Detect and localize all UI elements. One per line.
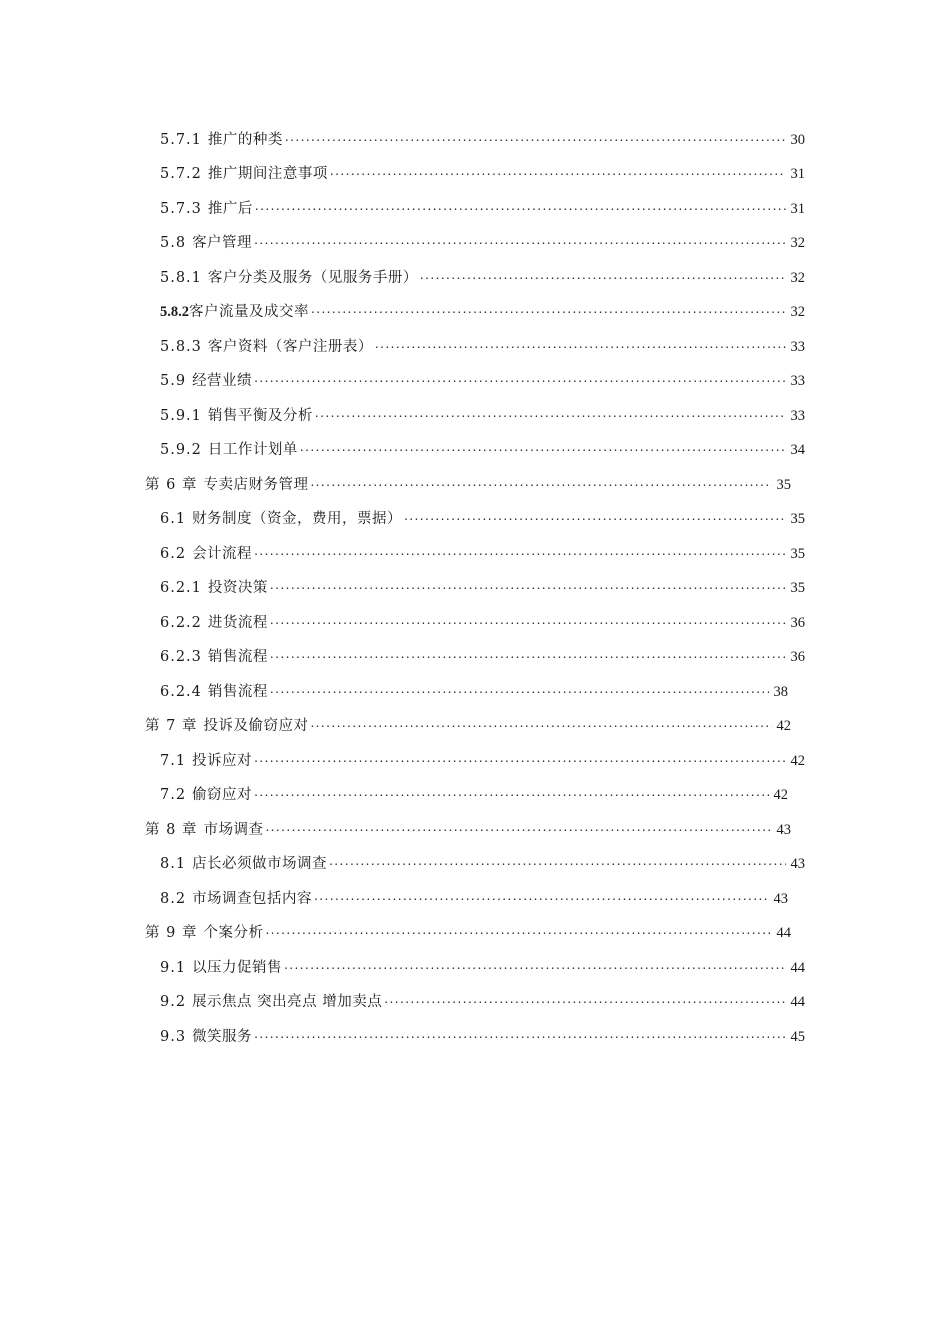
toc-number: 8.1 bbox=[160, 856, 187, 873]
dot-leader bbox=[311, 302, 786, 317]
toc-page-number: 35 bbox=[790, 511, 805, 528]
dot-leader bbox=[270, 647, 786, 662]
toc-number: 第 7 章 bbox=[145, 718, 198, 735]
toc-title: 市场调查 bbox=[203, 821, 264, 838]
toc-page-number: 33 bbox=[790, 407, 805, 424]
dot-leader bbox=[254, 233, 786, 248]
dot-leader bbox=[314, 888, 769, 903]
dot-leader bbox=[284, 957, 786, 972]
dot-leader bbox=[375, 336, 786, 351]
toc-page-number: 35 bbox=[790, 545, 805, 562]
toc-page-number: 43 bbox=[773, 890, 788, 907]
toc-title: 投诉应对 bbox=[192, 752, 253, 769]
toc-number: 第 9 章 bbox=[145, 925, 198, 942]
toc-number: 5.8 bbox=[160, 235, 187, 252]
table-of-contents bbox=[0, 121, 950, 1053]
toc-entry-8-1[interactable] bbox=[0, 846, 950, 881]
toc-number: 5.8.3 bbox=[160, 338, 202, 355]
toc-entry-5-8-3[interactable] bbox=[0, 328, 950, 363]
toc-page-number: 35 bbox=[790, 580, 805, 597]
toc-title: 财务制度（资金，费用，票据） bbox=[192, 511, 403, 528]
toc-title: 专卖店财务管理 bbox=[203, 476, 309, 493]
toc-number: 9.2 bbox=[160, 994, 187, 1011]
toc-title: 日工作计划单 bbox=[207, 442, 298, 459]
toc-title: 以压力促销售 bbox=[192, 959, 283, 976]
toc-page-number: 32 bbox=[790, 269, 805, 286]
toc-page-number: 43 bbox=[776, 821, 791, 838]
toc-title: 客户资料（客户注册表） bbox=[207, 338, 373, 355]
toc-page-number: 34 bbox=[790, 442, 805, 459]
toc-entry-chapter-6[interactable] bbox=[0, 466, 950, 501]
toc-entry-7-2[interactable] bbox=[0, 777, 950, 812]
toc-entry-6-2[interactable] bbox=[0, 535, 950, 570]
toc-title: 销售流程 bbox=[207, 649, 268, 666]
toc-page-number: 31 bbox=[790, 166, 805, 183]
toc-page-number: 32 bbox=[790, 304, 805, 321]
toc-title: 客户管理 bbox=[192, 235, 253, 252]
toc-title: 推广的种类 bbox=[207, 131, 283, 148]
toc-entry-8-2[interactable] bbox=[0, 880, 950, 915]
toc-title: 客户分类及服务（见服务手册） bbox=[207, 269, 418, 286]
dot-leader bbox=[300, 440, 786, 455]
toc-entry-5-8[interactable] bbox=[0, 225, 950, 260]
toc-page-number: 44 bbox=[790, 994, 805, 1011]
toc-number: 5.7.1 bbox=[160, 131, 202, 148]
toc-number: 6.2.1 bbox=[160, 580, 202, 597]
dot-leader bbox=[255, 198, 786, 213]
dot-leader bbox=[254, 785, 769, 800]
toc-page-number: 44 bbox=[790, 959, 805, 976]
toc-title: 投资决策 bbox=[207, 580, 268, 597]
toc-number: 5.9 bbox=[160, 373, 187, 390]
toc-number: 5.7.3 bbox=[160, 200, 202, 217]
toc-title: 销售平衡及分析 bbox=[207, 407, 313, 424]
toc-entry-5-8-2[interactable] bbox=[0, 294, 950, 329]
dot-leader bbox=[254, 1026, 786, 1041]
dot-leader bbox=[254, 750, 786, 765]
dot-leader bbox=[310, 474, 772, 489]
toc-page-number: 36 bbox=[790, 649, 805, 666]
toc-title: 进货流程 bbox=[207, 614, 268, 631]
toc-number: 6.2.2 bbox=[160, 614, 202, 631]
toc-number: 5.8.1 bbox=[160, 269, 202, 286]
dot-leader bbox=[329, 854, 786, 869]
toc-entry-5-9-2[interactable] bbox=[0, 432, 950, 467]
dot-leader bbox=[310, 716, 772, 731]
toc-number: 9.1 bbox=[160, 959, 187, 976]
toc-entry-chapter-7[interactable] bbox=[0, 708, 950, 743]
toc-title: 店长必须做市场调查 bbox=[192, 856, 328, 873]
dot-leader bbox=[270, 578, 786, 593]
toc-entry-5-8-1[interactable] bbox=[0, 259, 950, 294]
toc-number: 6.2.3 bbox=[160, 649, 202, 666]
toc-title: 推广后 bbox=[207, 200, 253, 217]
dot-leader bbox=[270, 612, 786, 627]
dot-leader bbox=[254, 371, 786, 386]
toc-page-number: 32 bbox=[790, 235, 805, 252]
toc-title: 投诉及偷窃应对 bbox=[203, 718, 309, 735]
toc-page-number: 44 bbox=[776, 925, 791, 942]
toc-page-number: 38 bbox=[773, 683, 788, 700]
toc-number: 6.1 bbox=[160, 511, 187, 528]
toc-entry-7-1[interactable] bbox=[0, 742, 950, 777]
toc-entry-5-9[interactable] bbox=[0, 363, 950, 398]
toc-page-number: 33 bbox=[790, 338, 805, 355]
toc-entry-5-7-2[interactable] bbox=[0, 156, 950, 191]
toc-number: 7.2 bbox=[160, 787, 187, 804]
toc-page-number: 31 bbox=[790, 200, 805, 217]
dot-leader bbox=[265, 923, 772, 938]
toc-title: 会计流程 bbox=[192, 545, 253, 562]
toc-title: 个案分析 bbox=[203, 925, 264, 942]
toc-page-number: 36 bbox=[790, 614, 805, 631]
toc-number: 6.2 bbox=[160, 545, 187, 562]
toc-entry-6-2-4[interactable] bbox=[0, 673, 950, 708]
toc-entry-5-7-3[interactable] bbox=[0, 190, 950, 225]
toc-entry-5-7-1[interactable] bbox=[0, 121, 950, 156]
toc-number: 9.3 bbox=[160, 1028, 187, 1045]
toc-number: 5.9.1 bbox=[160, 407, 202, 424]
toc-page-number: 42 bbox=[790, 752, 805, 769]
toc-title: 微笑服务 bbox=[192, 1028, 253, 1045]
toc-entry-5-9-1[interactable] bbox=[0, 397, 950, 432]
dot-leader bbox=[420, 267, 786, 282]
toc-number: 第 8 章 bbox=[145, 821, 198, 838]
dot-leader bbox=[270, 681, 769, 696]
dot-leader bbox=[285, 129, 786, 144]
toc-number: 第 6 章 bbox=[145, 476, 198, 493]
toc-entry-6-1[interactable] bbox=[0, 501, 950, 536]
toc-entry-9-2[interactable] bbox=[0, 984, 950, 1019]
toc-number: 5.9.2 bbox=[160, 442, 202, 459]
dot-leader bbox=[404, 509, 786, 524]
dot-leader bbox=[384, 992, 786, 1007]
toc-number: 5.8.2 bbox=[160, 304, 189, 321]
toc-title: 经营业绩 bbox=[192, 373, 253, 390]
toc-entry-6-2-2[interactable] bbox=[0, 604, 950, 639]
toc-page-number: 42 bbox=[773, 787, 788, 804]
toc-page-number: 33 bbox=[790, 373, 805, 390]
toc-number: 5.7.2 bbox=[160, 166, 202, 183]
toc-number: 8.2 bbox=[160, 890, 187, 907]
toc-page-number: 42 bbox=[776, 718, 791, 735]
toc-entry-9-3[interactable] bbox=[0, 1018, 950, 1053]
toc-number: 7.1 bbox=[160, 752, 187, 769]
dot-leader bbox=[315, 405, 786, 420]
toc-page-number: 45 bbox=[790, 1028, 805, 1045]
toc-number: 6.2.4 bbox=[160, 683, 202, 700]
toc-title: 展示焦点 突出亮点 增加卖点 bbox=[192, 994, 383, 1011]
toc-title: 市场调查包括内容 bbox=[192, 890, 313, 907]
toc-entry-6-2-3[interactable] bbox=[0, 639, 950, 674]
toc-entry-6-2-1[interactable] bbox=[0, 570, 950, 605]
toc-title: 销售流程 bbox=[207, 683, 268, 700]
toc-title: 推广期间注意事项 bbox=[207, 166, 328, 183]
toc-title: 客户流量及成交率 bbox=[189, 304, 309, 321]
toc-page-number: 35 bbox=[776, 476, 791, 493]
toc-entry-chapter-8[interactable] bbox=[0, 811, 950, 846]
dot-leader bbox=[330, 164, 786, 179]
dot-leader bbox=[254, 543, 786, 558]
toc-entry-9-1[interactable] bbox=[0, 949, 950, 984]
dot-leader bbox=[265, 819, 772, 834]
toc-page-number: 30 bbox=[790, 131, 805, 148]
toc-title: 偷窃应对 bbox=[192, 787, 253, 804]
toc-page-number: 43 bbox=[790, 856, 805, 873]
toc-entry-chapter-9[interactable] bbox=[0, 915, 950, 950]
